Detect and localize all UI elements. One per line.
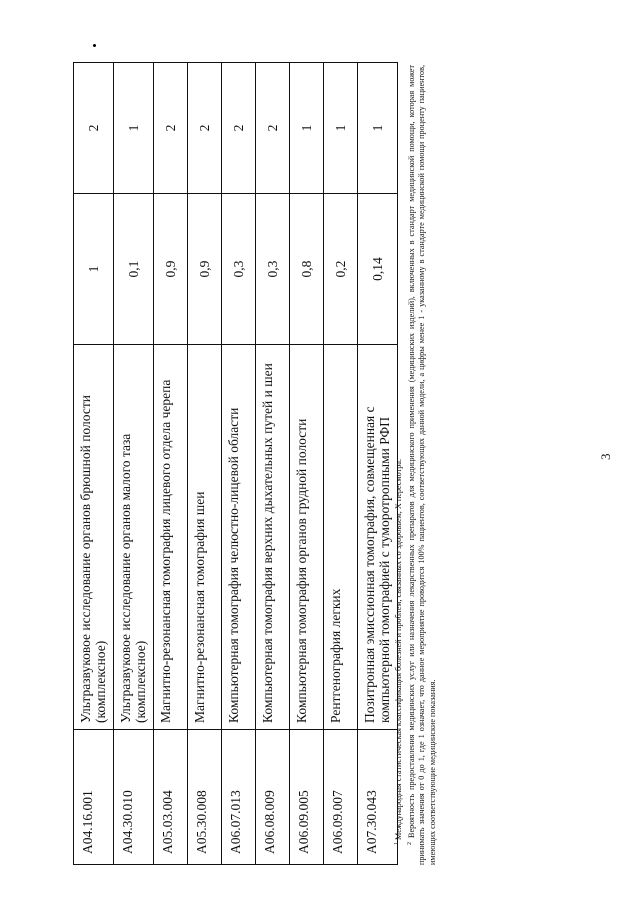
service-name-cell: Ультразвуковое исследование органов брюшной полости (комплексное): [74, 345, 114, 730]
service-code-cell: A05.30.008: [188, 730, 222, 865]
multiplicity-cell: 1: [358, 63, 398, 194]
footnote-2: [405, 65, 439, 865]
footnote-1-text: Международная статистическая классификация болезней и проблем, связанных со здоровьем, X пересмотра.: [394, 458, 403, 840]
table-row: [154, 63, 188, 865]
service-code-cell: A04.30.010: [114, 730, 154, 865]
frequency-cell: 1: [74, 194, 114, 345]
multiplicity-cell: 2: [222, 63, 256, 194]
service-name-cell: Компьютерная томография верхних дыхательных путей и шеи: [256, 345, 290, 730]
footnote-2-mark: 2: [406, 842, 413, 845]
table-row: [324, 63, 358, 865]
multiplicity-cell: 2: [256, 63, 290, 194]
footnote-2-text: Вероятность предоставления медицинских услуг или назначения лекарственных препаратов для медицинского применения (медицинских изделий), включенных в стандарт медицинской помощи, которая может принимать значения от 0 до 1, где 1 означает, что данное мероприятие проводится 100% пациентов, соответствующих данной модели, а цифры менее 1 - указанному в стандарте медицинской помощи проценту пациентов, имеющих соответствующие медицинские показания.: [406, 64, 437, 865]
frequency-cell: 0,2: [324, 194, 358, 345]
multiplicity-cell: 2: [74, 63, 114, 194]
service-code-cell: A05.03.004: [154, 730, 188, 865]
multiplicity-cell: 1: [324, 63, 358, 194]
service-name-cell: Магнитно-резонансная томография шеи: [188, 345, 222, 730]
service-code-cell: A06.08.009: [256, 730, 290, 865]
table-body: [74, 63, 398, 865]
table-row: [290, 63, 324, 865]
frequency-cell: 0,3: [256, 194, 290, 345]
frequency-cell: 0,1: [114, 194, 154, 345]
table-row: [188, 63, 222, 865]
multiplicity-cell: 1: [114, 63, 154, 194]
frequency-cell: 0,9: [154, 194, 188, 345]
footnotes: [392, 65, 438, 865]
footnote-1: [392, 65, 405, 865]
frequency-cell: 0,9: [188, 194, 222, 345]
table-row: [222, 63, 256, 865]
service-name-cell: Позитронная эмиссионная томография, совмещенная с компьютерной томографией с туморотропными РФП: [358, 345, 398, 730]
footnote-1-mark: 1: [394, 842, 400, 845]
service-code-cell: A07.30.043: [358, 730, 398, 865]
service-code-cell: A06.07.013: [222, 730, 256, 865]
service-name-cell: Компьютерная томография челюстно-лицевой области: [222, 345, 256, 730]
table-row: [74, 63, 114, 865]
multiplicity-cell: 2: [154, 63, 188, 194]
frequency-cell: 0,8: [290, 194, 324, 345]
service-code-cell: A06.09.005: [290, 730, 324, 865]
service-name-cell: Магнитно-резонансная томография лицевого отдела черепа: [154, 345, 188, 730]
service-code-cell: A04.16.001: [74, 730, 114, 865]
multiplicity-cell: 1: [290, 63, 324, 194]
multiplicity-cell: 2: [188, 63, 222, 194]
frequency-cell: 0,14: [358, 194, 398, 345]
service-code-cell: A06.09.007: [324, 730, 358, 865]
service-name-cell: Компьютерная томография органов грудной полости: [290, 345, 324, 730]
table-row: [114, 63, 154, 865]
page-number: 3: [598, 453, 613, 460]
service-name-cell: Рентгенография легких: [324, 345, 358, 730]
table-row: [256, 63, 290, 865]
frequency-cell: 0,3: [222, 194, 256, 345]
services-table: [73, 62, 398, 865]
dot-mark: [93, 44, 96, 47]
service-name-cell: Ультразвуковое исследование органов малого таза (комплексное): [114, 345, 154, 730]
